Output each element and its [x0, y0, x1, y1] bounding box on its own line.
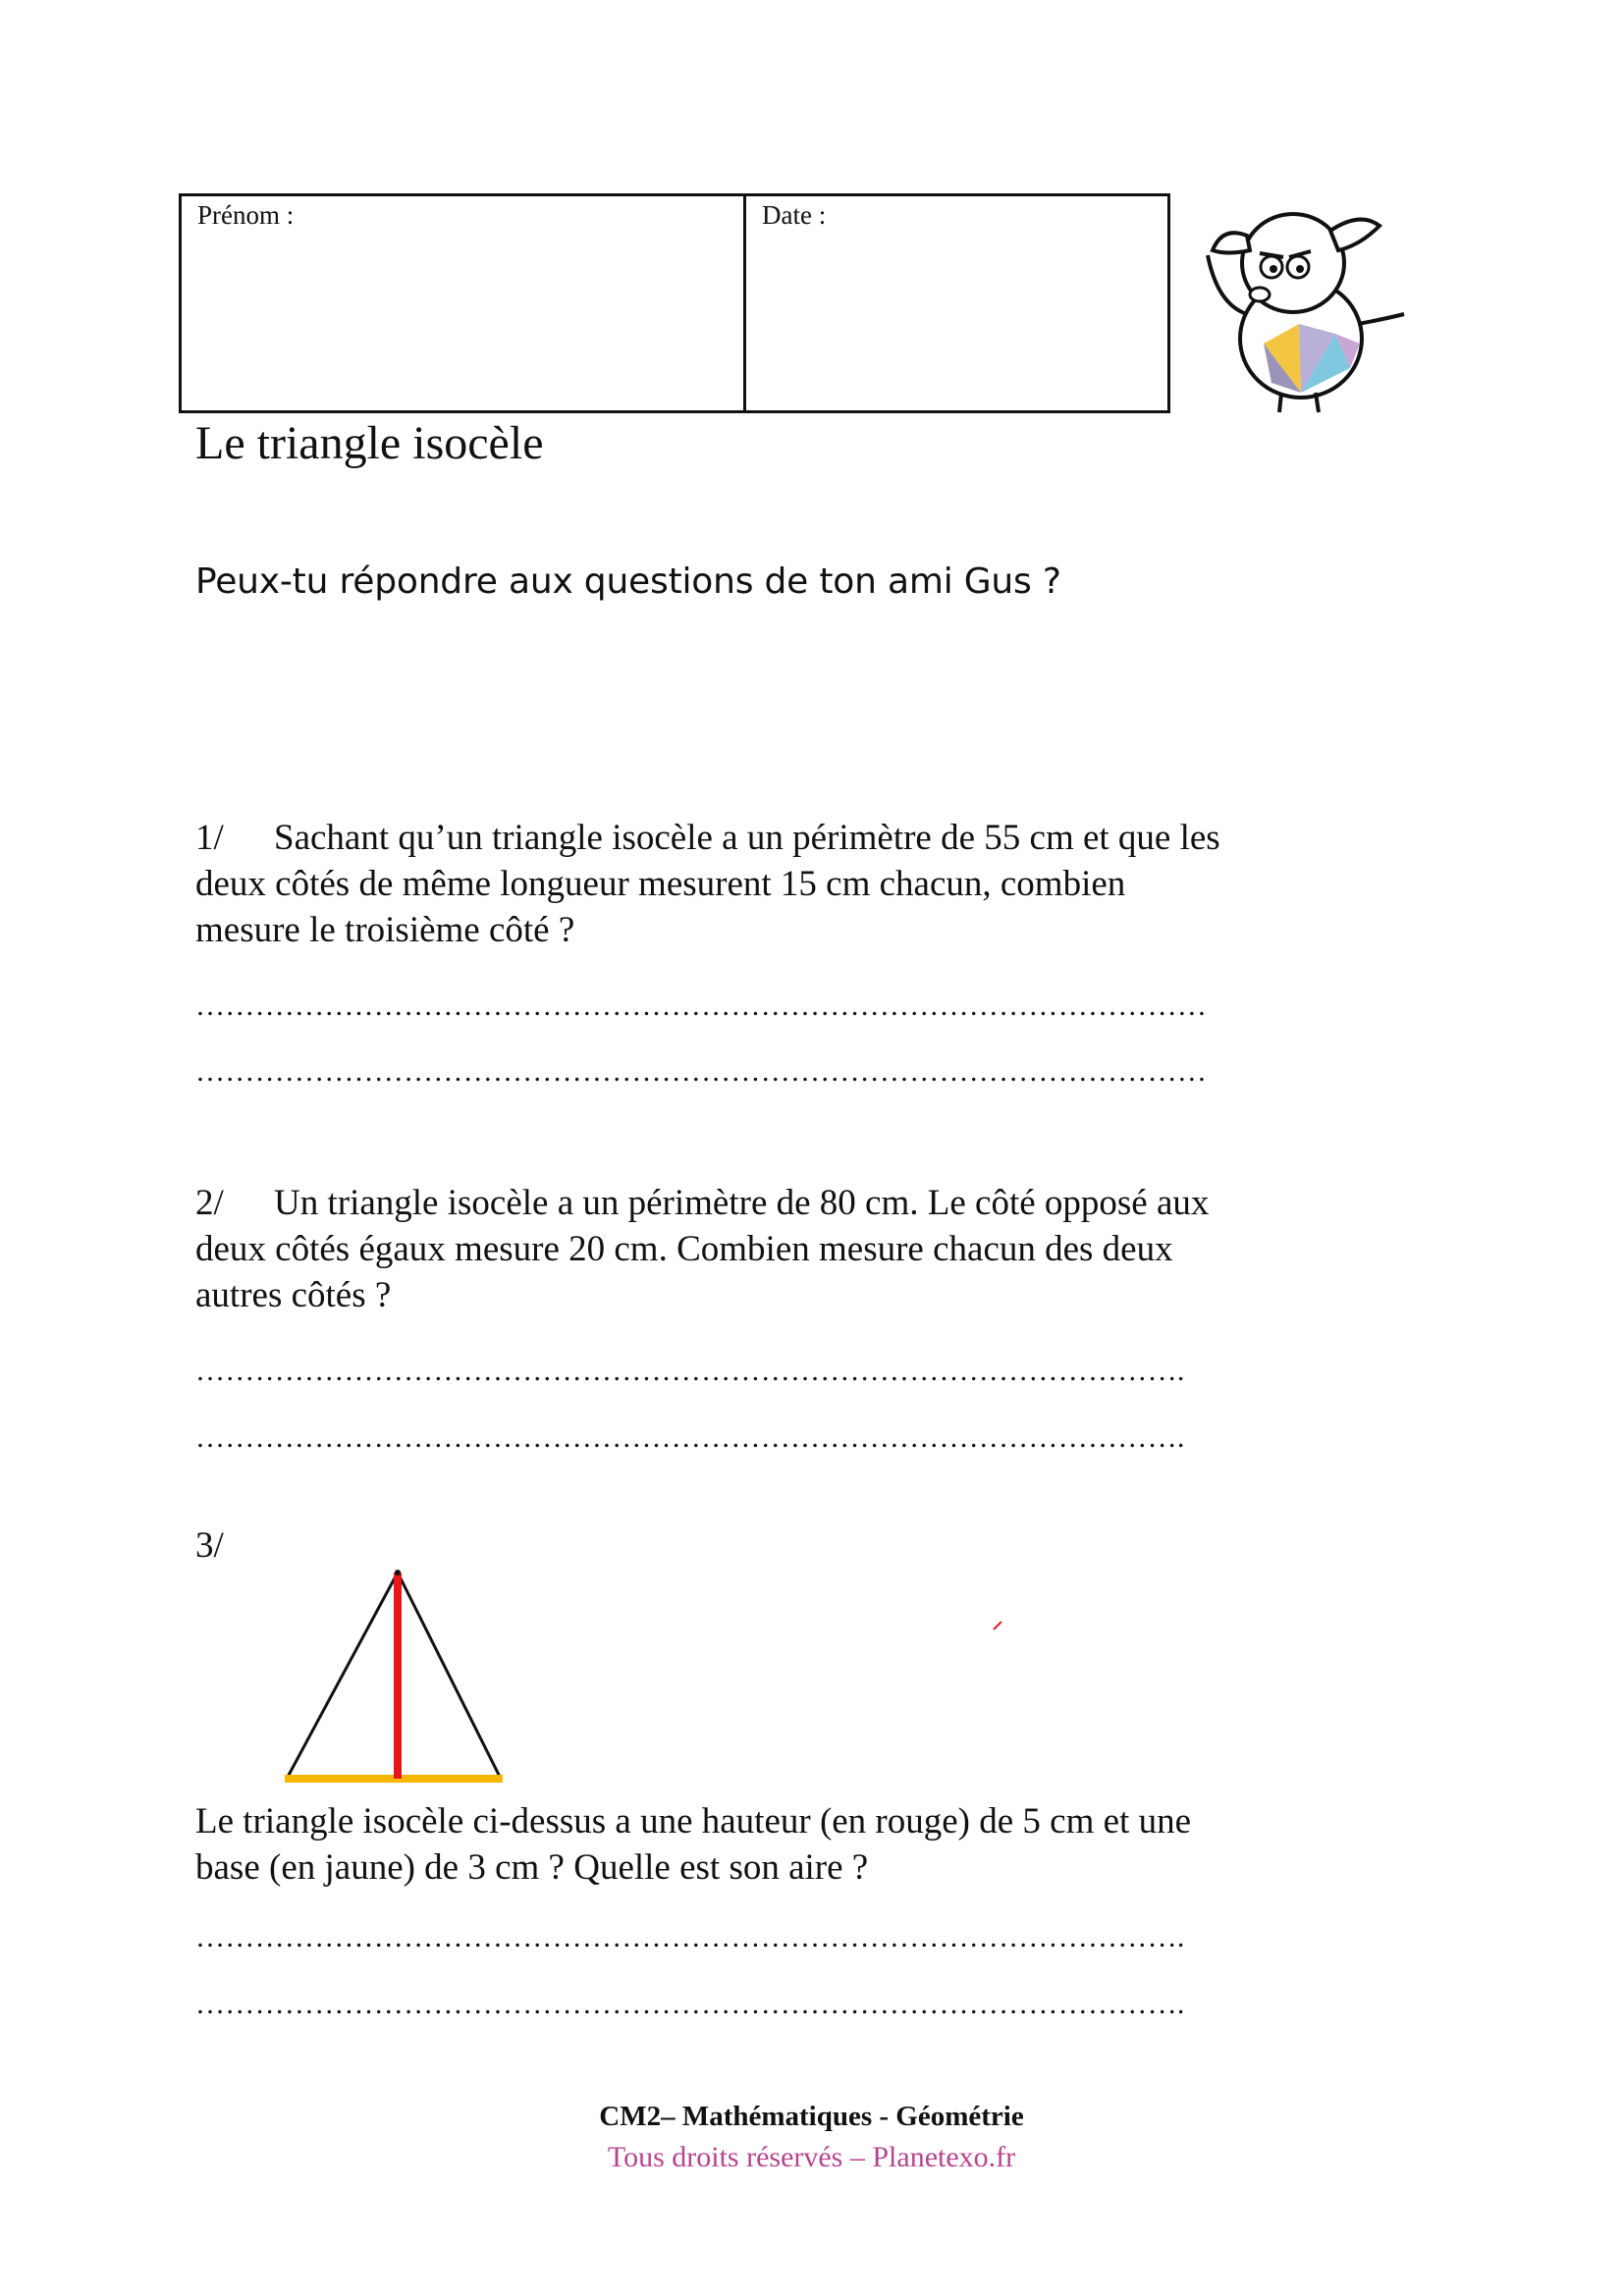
- question-1-number: 1/: [195, 818, 224, 858]
- question-3-line-1: Le triangle isocèle ci-dessus a une hauteur (en rouge) de 5 cm et une: [195, 1801, 1191, 1842]
- question-1-line-1: Sachant qu’un triangle isocèle a un périmètre de 55 cm et que les: [274, 818, 1220, 858]
- question-2: [195, 1180, 1462, 1318]
- worksheet-subtitle: Peux-tu répondre aux questions de ton ami Gus ?: [195, 561, 1061, 602]
- question-1-line-2: deux côtés de même longueur mesurent 15 cm chacun, combien: [195, 864, 1126, 904]
- triangle-apex: [395, 1570, 401, 1575]
- name-date-box: [179, 193, 1170, 413]
- answer-line[interactable]: ……………………………………………………………………………………….: [195, 1355, 1185, 1387]
- question-3: [195, 1798, 1462, 1891]
- gus-mascot-illustration: [1203, 196, 1414, 417]
- footer-copyright: Tous droits réservés – Planetexo.fr: [607, 2141, 1016, 2173]
- date-label: Date :: [762, 200, 827, 230]
- footer-course: CM2– Mathématiques - Géométrie: [599, 2101, 1024, 2132]
- worksheet-title: Le triangle isocèle: [195, 417, 544, 469]
- triangle-left-side: [287, 1573, 398, 1779]
- answer-line[interactable]: ……………………………………………………………………………………….: [195, 1421, 1185, 1454]
- date-field[interactable]: [746, 196, 1167, 410]
- answer-line[interactable]: …………………………………………………………………………………………: [195, 1055, 1208, 1088]
- question-3-number: 3/: [195, 1525, 224, 1566]
- first-name-label: Prénom :: [197, 200, 295, 230]
- red-mark: [992, 1618, 1005, 1631]
- question-2-number: 2/: [195, 1183, 224, 1223]
- question-2-line-1: Un triangle isocèle a un périmètre de 80 cm. Le côté opposé aux: [274, 1183, 1210, 1223]
- question-3-line-2: base (en jaune) de 3 cm ? Quelle est son aire ?: [195, 1847, 869, 1888]
- question-1: [195, 815, 1462, 953]
- question-1-line-3: mesure le troisième côté ?: [195, 910, 575, 950]
- answer-line[interactable]: ……………………………………………………………………………………….: [195, 1921, 1185, 1953]
- question-2-line-2: deux côtés égaux mesure 20 cm. Combien mesure chacun des deux: [195, 1229, 1173, 1269]
- first-name-field[interactable]: [182, 196, 746, 410]
- answer-line[interactable]: ……………………………………………………………………………………….: [195, 1988, 1185, 2020]
- answer-line[interactable]: …………………………………………………………………………………………: [195, 989, 1208, 1022]
- isosceles-triangle-diagram: [275, 1561, 520, 1787]
- question-2-line-3: autres côtés ?: [195, 1275, 392, 1315]
- triangle-right-side: [398, 1573, 501, 1779]
